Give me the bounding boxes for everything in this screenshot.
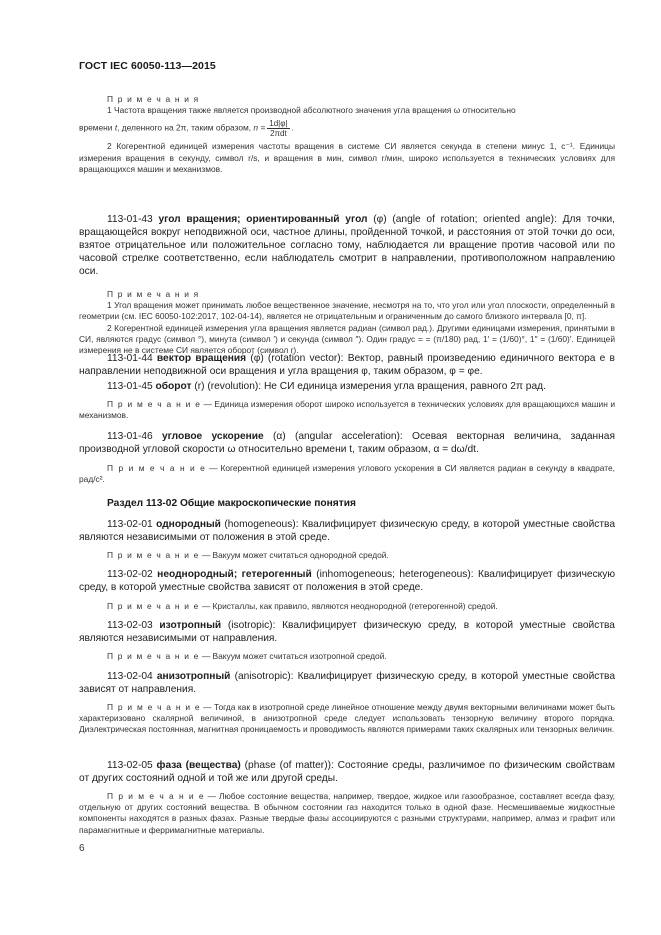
entry-113-01-45 [79, 380, 615, 393]
entry-definition: (φ) (rotation vector): Вектор, равный произведению единичного вектора e в направлении неподвижной оси вращения и угла вращения φ, таким образом, φ = φe. [79, 353, 615, 377]
formula-lhs: n = [253, 123, 266, 134]
entry-113-02-05 [79, 759, 615, 785]
note-113-02-01: П р и м е ч а н и е — Вакуум может считаться однородной средой. [107, 550, 389, 560]
entry-term: фаза (вещества) [156, 760, 241, 771]
note-113-01-45: П р и м е ч а н и е — Единица измерения оборот широко используется в технических условиях для вращающихся машин и механизмов. [79, 399, 616, 421]
note-113-02-02: П р и м е ч а н и е — Кристаллы, как правило, являются неоднородной (гетерогенной) средой. [107, 601, 498, 611]
entry-code: 113-02-03 [107, 620, 153, 631]
page-number: 6 [79, 843, 85, 854]
entry-definition: (inhomogeneous; heterogeneous): Квалифицирует физическую среду, в которой уместные свойства зависят от положения в этой среде. [79, 569, 615, 593]
note-113-02-03: П р и м е ч а н и е — Вакуум может считаться изотропной средой. [107, 651, 387, 661]
entry-code: 113-01-43 [107, 214, 153, 225]
note-113-01-46: П р и м е ч а н и е — Когерентной единицей измерения углового ускорения в СИ является радиан в секунду в квадрате, рад/с². [79, 463, 616, 485]
note-1-line-1: 1 Частота вращения также является производной абсолютного значения угла вращения ω относительно [107, 105, 516, 116]
note-1: 1 Угол вращения может принимать любое вещественное значение, несмотря на то, что угол или угол плоскости, определенный в геометрии (см. IEC 60050-102:2017, 102-04-14), является не отрицательным и ограниченным до самого близкого интервала [0, π]. [79, 300, 615, 322]
entry-113-02-04 [79, 670, 615, 696]
entry-definition: (homogeneous): Квалифицирует физическую среду, в которой уместные свойства являются независимыми от положения в этой среде. [79, 519, 615, 543]
entry-code: 113-02-05 [107, 760, 153, 771]
entry-113-01-46 [79, 430, 615, 456]
entry-term: изотропный [159, 620, 222, 631]
entry-113-02-01 [79, 518, 615, 544]
entry-113-01-44 [79, 352, 615, 378]
note-113-02-05: П р и м е ч а н и е — Любое состояние вещества, например, твердое, жидкое или газообразное, составляет всегда фазу, отдельную от других состояний вещества. В обычном состоянии газ находится только в одной фазе. Несмешиваемые жидкостные компоненты находятся в разных фазах. Разные твердые фазы ассоциируются с разными структурами, например, алмаз и графит или парамагнитные и ферримагнитные материалы. [79, 791, 615, 835]
note-2: 2 Когерентной единицей измерения угла вращения является радиан (символ рад.). Другими единицами измерения, принятыми в СИ, являются градус (символ °), минута (символ ′) и секунда (символ ″). Один градус = = (π/180) рад, 1′ = (1/60)°, 1″ = (1/60)′. Единицей измерения не в системе СИ является оборот (символ r). [79, 322, 615, 356]
entry-definition: (r) (revolution): Не СИ единица измерения угла вращения, равного 2π рад. [194, 381, 546, 392]
section-heading: Раздел 113-02 Общие макроскопические понятия [107, 498, 356, 509]
entry-term: неоднородный; гетерогенный [157, 569, 312, 580]
notes-heading: П р и м е ч а н и я [107, 289, 200, 299]
note-1-line-2: времени t, деленного на 2π, таким образом, n = $\frac{1d|\varphi|}{\text{2πdt}}$ . [79, 119, 294, 139]
note-2: 2 Когерентной единицей измерения частоты вращения в системе СИ является секунда в степени минус 1, с⁻¹. Единицы измерения вращения в секунду, символ r/s, и вращения в мин, символ r/мин, широко используется в технических условиях для вращающихся машин и механизмов. [79, 141, 615, 174]
entry-113-02-02 [79, 568, 615, 594]
page-header: ГОСТ IEC 60050-113—2015 [79, 60, 216, 72]
entry-term: угол вращения; ориентированный угол [158, 214, 368, 225]
entry-code: 113-02-04 [107, 671, 153, 682]
entry-113-02-03 [79, 619, 615, 645]
entry-definition: (anisotropic): Квалифицирует физическую среду, в которой уместные свойства зависят от направления. [79, 671, 615, 695]
entry-code: 113-02-01 [107, 519, 153, 530]
entry-definition: (φ) (angle of rotation; oriented angle): Для точки, вращающейся вокруг неподвижной оси, частное длины, пройденной точкой, и расстояния от этой точки до оси, взятое отрицательное или положительное согласно тому, наблюдается ли вращение против часовой или по часовой стрелке соответственно, если наблюдатель смотрит в направлении, противоположном направлению оси. [79, 214, 615, 277]
entry-definition: (isotropic): Квалифицирует физическую среду, в которой уместные свойства являются независимыми от направления. [79, 620, 615, 644]
entry-code: 113-01-44 [107, 353, 153, 364]
notes-rotation-angle [79, 289, 615, 356]
formula-fraction: $\frac{1d|\varphi|}{\text{2πdt}}$ [269, 119, 288, 139]
entry-code: 113-01-46 [107, 431, 153, 442]
entry-113-01-43 [79, 213, 615, 278]
entry-definition: (α) (angular acceleration): Осевая векторная величина, заданная производной угловой скорости ω относительно времени t, таким образом, α = dω/dt. [79, 431, 615, 455]
entry-definition: (phase (of matter)): Состояние среды, различимое по физическим свойствам от других состояний одной и той же или другой среды. [79, 760, 615, 784]
entry-code: 113-01-45 [107, 381, 153, 392]
entry-term: анизотропный [156, 671, 231, 682]
notes-rotation-frequency [79, 94, 615, 175]
entry-term: угловое ускорение [161, 431, 264, 442]
note-113-02-04: П р и м е ч а н и е — Тогда как в изотропной среде линейное отношение между двумя векторными величинами может быть характеризовано скалярной величиной, в анизотропной среде следует использовать тензорную величину второго порядка. Диэлектрическая постоянная, магнитная проницаемость и проводимость являются примерами таких скалярных или тензорных величин. [79, 702, 615, 735]
entry-term: однородный [156, 519, 221, 530]
notes-heading: П р и м е ч а н и я [107, 94, 200, 104]
entry-term: вектор вращения [156, 353, 247, 364]
entry-term: оборот [155, 381, 192, 392]
entry-code: 113-02-02 [107, 569, 153, 580]
